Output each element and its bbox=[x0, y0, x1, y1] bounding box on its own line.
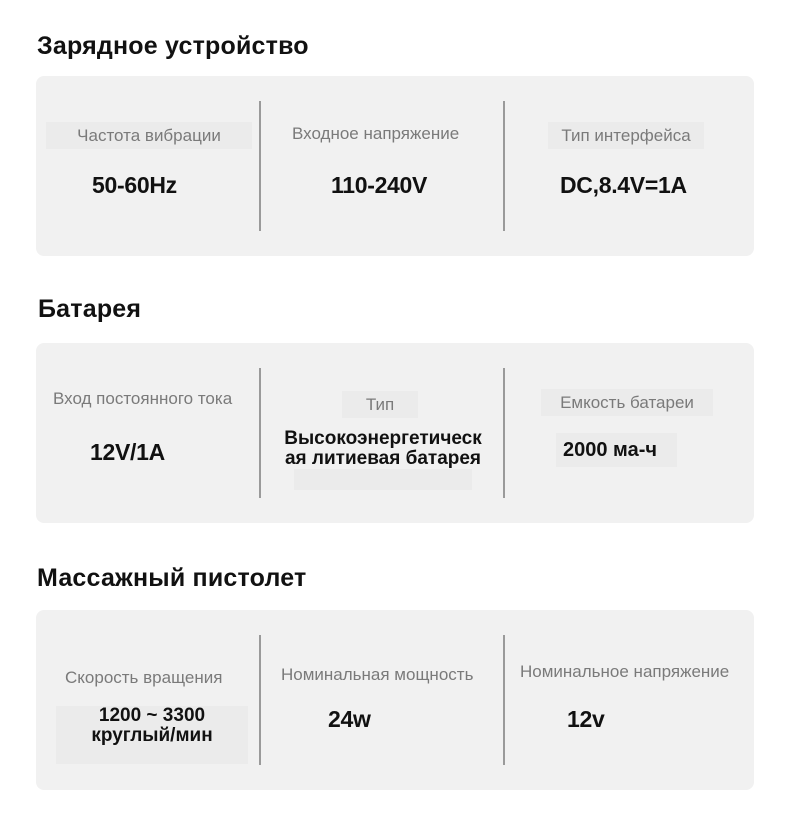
charger-spec-panel bbox=[36, 76, 754, 256]
input-voltage-value: 110-240V bbox=[331, 172, 428, 198]
battery-capacity-label: Емкость батареи bbox=[541, 389, 713, 416]
vibration-frequency-label: Частота вибрации bbox=[46, 122, 252, 149]
column-divider bbox=[503, 101, 505, 231]
battery-capacity-value: 2000 ма-ч bbox=[556, 433, 677, 467]
battery-type-value-line2: ая литиевая батарея bbox=[284, 447, 482, 469]
battery-type-label: Тип bbox=[342, 391, 418, 418]
rated-power-label: Номинальная мощность bbox=[281, 665, 474, 684]
section-title-charger: Зарядное устройство bbox=[37, 32, 309, 60]
battery-spec-panel bbox=[36, 343, 754, 523]
column-divider bbox=[503, 635, 505, 765]
section-title-battery: Батарея bbox=[38, 295, 142, 323]
battery-type-value-line1: Высокоэнергетическ bbox=[284, 428, 482, 449]
rated-voltage-value: 12v bbox=[567, 706, 605, 732]
column-divider bbox=[259, 101, 261, 231]
column-divider bbox=[259, 368, 261, 498]
dc-input-label: Вход постоянного тока bbox=[53, 389, 233, 408]
interface-type-label: Тип интерфейса bbox=[548, 122, 704, 149]
interface-type-value: DC,8.4V=1A bbox=[560, 172, 687, 198]
vibration-frequency-value: 50-60Hz bbox=[92, 172, 177, 198]
rotation-speed-label: Скорость вращения bbox=[65, 668, 223, 687]
massage-gun-spec-panel bbox=[36, 610, 754, 790]
column-divider bbox=[503, 368, 505, 498]
dc-input-value: 12V/1A bbox=[90, 439, 165, 465]
section-title-massage-gun: Массажный пистолет bbox=[37, 564, 307, 592]
column-divider bbox=[259, 635, 261, 765]
battery-type-value bbox=[273, 429, 493, 490]
rotation-speed-value bbox=[56, 706, 248, 764]
rotation-speed-value-line2: круглый/мин bbox=[91, 724, 213, 746]
value-shade bbox=[294, 469, 472, 490]
rated-voltage-label: Номинальное напряжение bbox=[520, 662, 730, 681]
rated-power-value: 24w bbox=[328, 706, 371, 732]
rotation-speed-value-line1: 1200 ~ 3300 bbox=[98, 705, 206, 726]
input-voltage-label: Входное напряжение bbox=[292, 124, 460, 143]
